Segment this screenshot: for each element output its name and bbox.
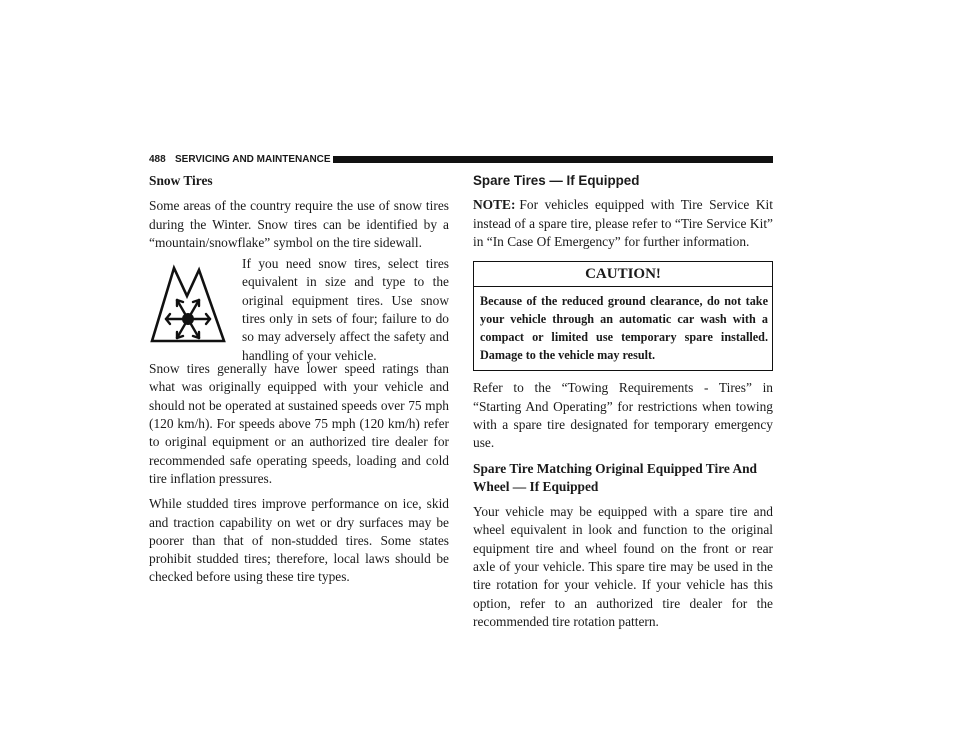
matching-spare-heading: Spare Tire Matching Original Equipped Tire And Wheel — If Equipped (473, 460, 758, 494)
snow-tires-speed-paragraph: Snow tires generally have lower speed ratings than what was originally equipped with your vehicle and should not be operated at sustained speeds over 75 mph (120 km/h). For speeds above 75 mph (120 km/h) refer to original equipment or an authorized tire dealer for recommended safe operating speeds, loading and cold tire inflation pressures. (149, 361, 449, 486)
caution-title: CAUTION! (474, 262, 772, 287)
towing-reference-paragraph: Refer to the “Towing Requirements - Tires” in “Starting And Operating” for restrictions when towing with a spare tire designated for temporary emergency use. (473, 380, 773, 451)
snow-tires-heading: Snow Tires (149, 173, 213, 188)
studded-tires-paragraph: While studded tires improve performance on ice, skid and traction capability on wet or dry surfaces may be poorer than that of non-studded tires. Some states prohibit studded tires; therefore, local laws should be checked before using these tire types. (149, 496, 449, 585)
note-label: NOTE: (473, 197, 516, 213)
left-column (149, 172, 449, 594)
spare-tires-note (473, 196, 773, 251)
snow-tires-selection-text (242, 255, 449, 365)
caution-box (473, 261, 773, 371)
snow-tires-selection-paragraph: If you need snow tires, select tires equivalent in size and type to the original equipment tires. Use snow tires only in sets of four; failure to do so may adversely affect the safety and handling of your vehicle. (242, 256, 449, 363)
note-text: For vehicles equipped with Tire Service Kit instead of a spare tire, please refer to “Tire Service Kit” in “In Case Of Emergency” for further information. (473, 197, 773, 249)
page-number: 488 (149, 154, 166, 165)
caution-text: Because of the reduced ground clearance, do not take your vehicle through an automatic car wash with a compact or limited use temporary spare installed. Damage to the vehicle may result. (480, 294, 768, 362)
right-column (473, 172, 773, 638)
snow-tires-intro: Some areas of the country require the use of snow tires during the Winter. Snow tires can be identified by a “mountain/snowflake” symbol on the tire sidewall. (149, 198, 449, 250)
snow-symbol-block (149, 256, 449, 363)
header-rule (333, 156, 773, 163)
spare-tires-heading: Spare Tires — If Equipped (473, 173, 640, 188)
mountain-snowflake-icon (149, 262, 227, 344)
matching-spare-paragraph: Your vehicle may be equipped with a spare tire and wheel equivalent in look and function to the original equipment tire and wheel found on the front or rear axle of your vehicle. This spare tire may be used in the tire rotation for your vehicle. If your vehicle has this option, refer to an authorized tire dealer for the recommended tire rotation pattern. (473, 504, 773, 629)
section-title: SERVICING AND MAINTENANCE (175, 154, 331, 165)
page-header (149, 154, 773, 166)
